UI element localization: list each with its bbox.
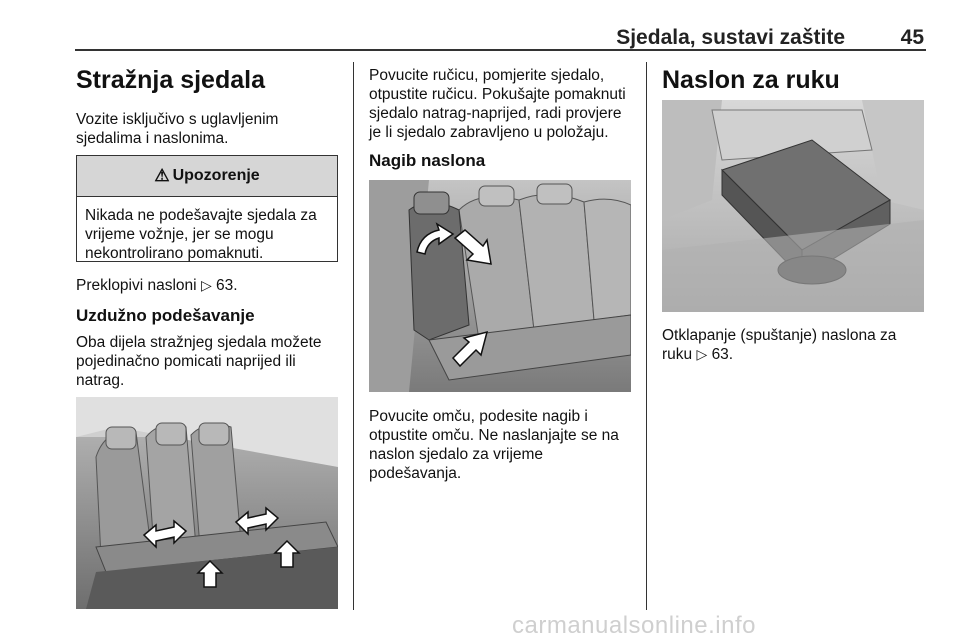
- subheading-longitudinal: Uzdužno podešavanje: [76, 306, 255, 325]
- para-line-3: natrag.: [76, 372, 125, 389]
- armrest-photo: [662, 100, 924, 312]
- warning-box: [76, 155, 338, 262]
- armrest-page-reference[interactable]: [662, 345, 733, 364]
- warning-line-2: vrijeme vožnje, jer se mogu: [85, 226, 274, 243]
- intro-line-2: sjedalima i naslonima.: [76, 130, 229, 147]
- watermark: carmanualsonline.info: [512, 612, 756, 639]
- warning-header: [77, 156, 337, 197]
- col2-bottom-line-4: podešavanja.: [369, 465, 462, 482]
- column-divider-2: [646, 62, 647, 610]
- col3-line-1: Otklapanje (spuštanje) naslona za: [662, 327, 897, 344]
- folding-text: Preklopivi nasloni: [76, 277, 197, 294]
- rear-seat-photo: [76, 397, 338, 609]
- col2-bottom-line-3: naslon sjedalo za vrijeme: [369, 446, 544, 463]
- para-line-2: pojedinačno pomicati naprijed ili: [76, 353, 296, 370]
- header-rule: [75, 49, 926, 51]
- col2-top-line-1: Povucite ručicu, pomjerite sjedalo,: [369, 67, 605, 84]
- page-reference-arrow-icon: ▷: [696, 346, 708, 362]
- col2-bottom-line-1: Povucite omču, podesite nagib i: [369, 408, 588, 425]
- col2-bottom-line-2: otpustite omču. Ne naslanjajte se na: [369, 427, 619, 444]
- col3-line-2-text: ruku: [662, 346, 693, 363]
- page-reference-arrow-icon: ▷: [200, 277, 212, 293]
- folding-page-ref: 63.: [216, 277, 238, 294]
- subheading-backrest-tilt: Nagib naslona: [369, 151, 486, 170]
- warning-body: [77, 197, 337, 263]
- warning-triangle-icon: ⚠: [154, 166, 170, 185]
- col2-top-line-4: je li sjedalo zabravljeno u položaju.: [369, 124, 609, 141]
- page-number: 45: [900, 26, 924, 49]
- col2-top-line-2: otpustite ručicu. Pokušajte pomaknuti: [369, 86, 626, 103]
- folding-backrests-reference[interactable]: [76, 276, 238, 295]
- section-heading-rear-seats: Stražnja sjedala: [76, 66, 265, 94]
- backrest-tilt-photo: [369, 180, 631, 392]
- warning-line-3: nekontrolirano pomaknuti.: [85, 245, 264, 262]
- intro-line-1: Vozite isključivo s uglavljenim: [76, 111, 279, 128]
- running-header-title: Sjedala, sustavi zaštite: [616, 26, 845, 49]
- warning-line-1: Nikada ne podešavajte sjedala za: [85, 207, 317, 224]
- col3-line-2-page: 63.: [711, 346, 734, 363]
- col2-top-line-3: sjedalo natrag-naprijed, radi provjere: [369, 105, 622, 122]
- para-line-1: Oba dijela stražnjeg sjedala možete: [76, 334, 322, 351]
- column-divider-1: [353, 62, 354, 610]
- warning-title: Upozorenje: [172, 167, 260, 184]
- section-heading-armrest: Naslon za ruku: [662, 66, 840, 94]
